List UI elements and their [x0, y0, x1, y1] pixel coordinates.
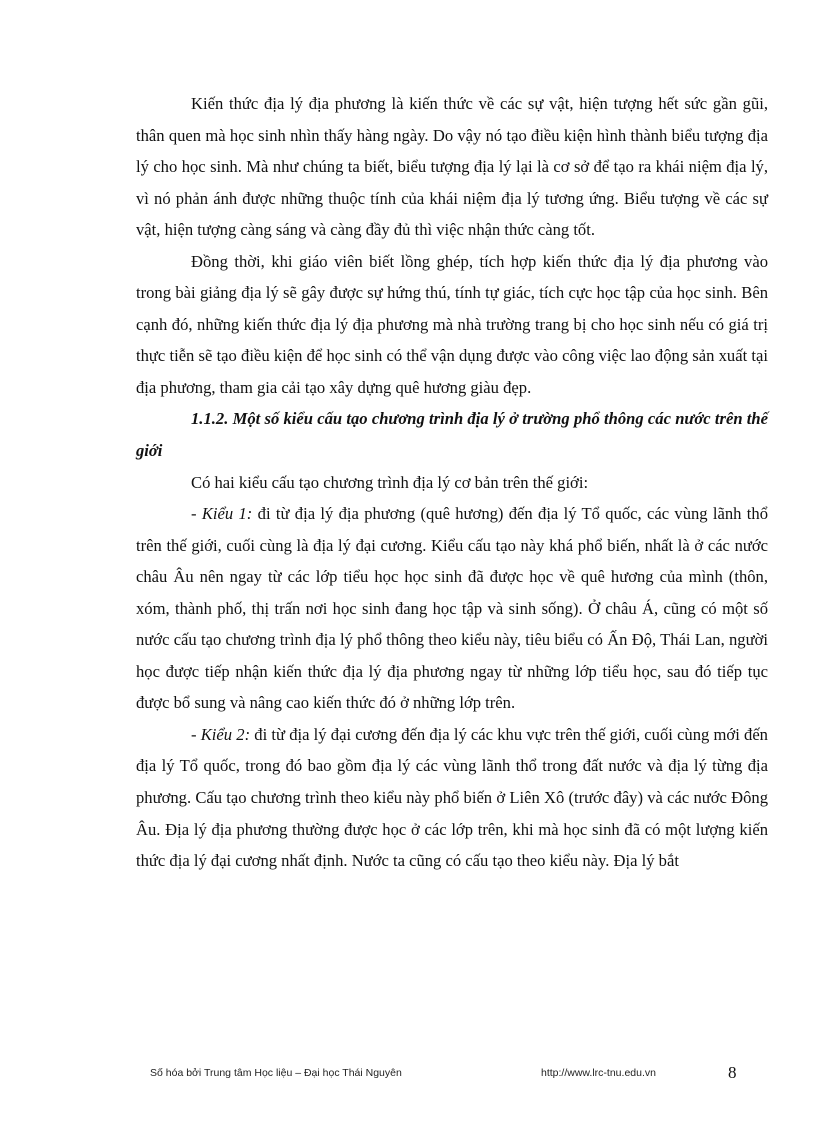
page-footer — [150, 1067, 744, 1087]
page-number: 8 — [728, 1063, 737, 1082]
type-1-label: - Kiểu 1: — [191, 504, 253, 524]
type-2-label: - Kiểu 2: — [191, 724, 251, 744]
paragraph-intro: Có hai kiểu cấu tạo chương trình địa lý cơ bản trên thế giới: — [191, 472, 589, 492]
document-body — [136, 88, 768, 877]
type-1-text: đi từ địa lý địa phương (quê hương) đến địa lý Tổ quốc, các vùng lãnh thổ trên thế giới, cuối cùng là địa lý đại cương. Kiểu cấu tạo này khá phổ biến, nhất là ở các nước châu Âu nên ngay từ các lớp tiểu học học sinh đã được học về quê hương của mình (thôn, xóm, thành phố, thị trấn nơi học sinh đang học tập và sinh sống). Ở châu Á, cũng có một số nước cấu tạo chương trình địa lý phổ thông theo kiểu này, tiêu biểu có Ấn Độ, Thái Lan, người học được tiếp nhận kiến thức địa lý địa phương ngay từ những lớp tiểu học, sau đó tiếp tục được bổ sung và nâng cao kiến thức đó ở những lớp trên. — [136, 504, 768, 713]
type-2-text: đi từ địa lý đại cương đến địa lý các khu vực trên thế giới, cuối cùng mới đến địa lý Tổ quốc, trong đó bao gồm địa lý các vùng lãnh thổ trong đất nước và địa lý từng địa phương. Cấu tạo chương trình theo kiểu này phổ biến ở Liên Xô (trước đây) và các nước Đông Âu. Địa lý địa phương thường được học ở các lớp trên, khi mà học sinh đã có một lượng kiến thức địa lý đại cương nhất định. Nước ta cũng có cấu tạo theo kiểu này. Địa lý bắt — [136, 724, 768, 871]
paragraph-type-2 — [136, 719, 768, 877]
paragraph-integration-benefits: Đồng thời, khi giáo viên biết lồng ghép, tích hợp kiến thức địa lý địa phương vào trong bài giảng địa lý sẽ gây được sự hứng thú, tính tự giác, tích cực học tập của học sinh. Bên cạnh đó, những kiến thức địa lý địa phương mà nhà trường trang bị cho học sinh nếu có giá trị thực tiễn sẽ tạo điều kiện để học sinh có thể vận dụng được vào công việc lao động sản xuất tại địa phương, tham gia cải tạo xây dựng quê hương giàu đẹp. — [136, 251, 768, 397]
paragraph-local-geography-knowledge: Kiến thức địa lý địa phương là kiến thức về các sự vật, hiện tượng hết sức gần gũi, thân quen mà học sinh nhìn thấy hàng ngày. Do vậy nó tạo điều kiện hình thành biểu tượng địa lý cho học sinh. Mà như chúng ta biết, biểu tượng địa lý lại là cơ sở để tạo ra khái niệm địa lý, vì nó phản ánh được những thuộc tính của khái niệm địa lý tương ứng. Biểu tượng về các sự vật, hiện tượng càng sáng và càng đầy đủ thì việc nhận thức càng tốt. — [136, 94, 768, 240]
footer-url-link[interactable]: http://www.lrc-tnu.edu.vn — [541, 1067, 656, 1079]
section-heading: 1.1.2. Một số kiểu cấu tạo chương trình địa lý ở trường phổ thông các nước trên thế giới — [136, 409, 768, 461]
paragraph-type-1 — [136, 498, 768, 719]
footer-digitized-by: Số hóa bởi Trung tâm Học liệu – Đại học Thái Nguyên — [150, 1067, 402, 1079]
